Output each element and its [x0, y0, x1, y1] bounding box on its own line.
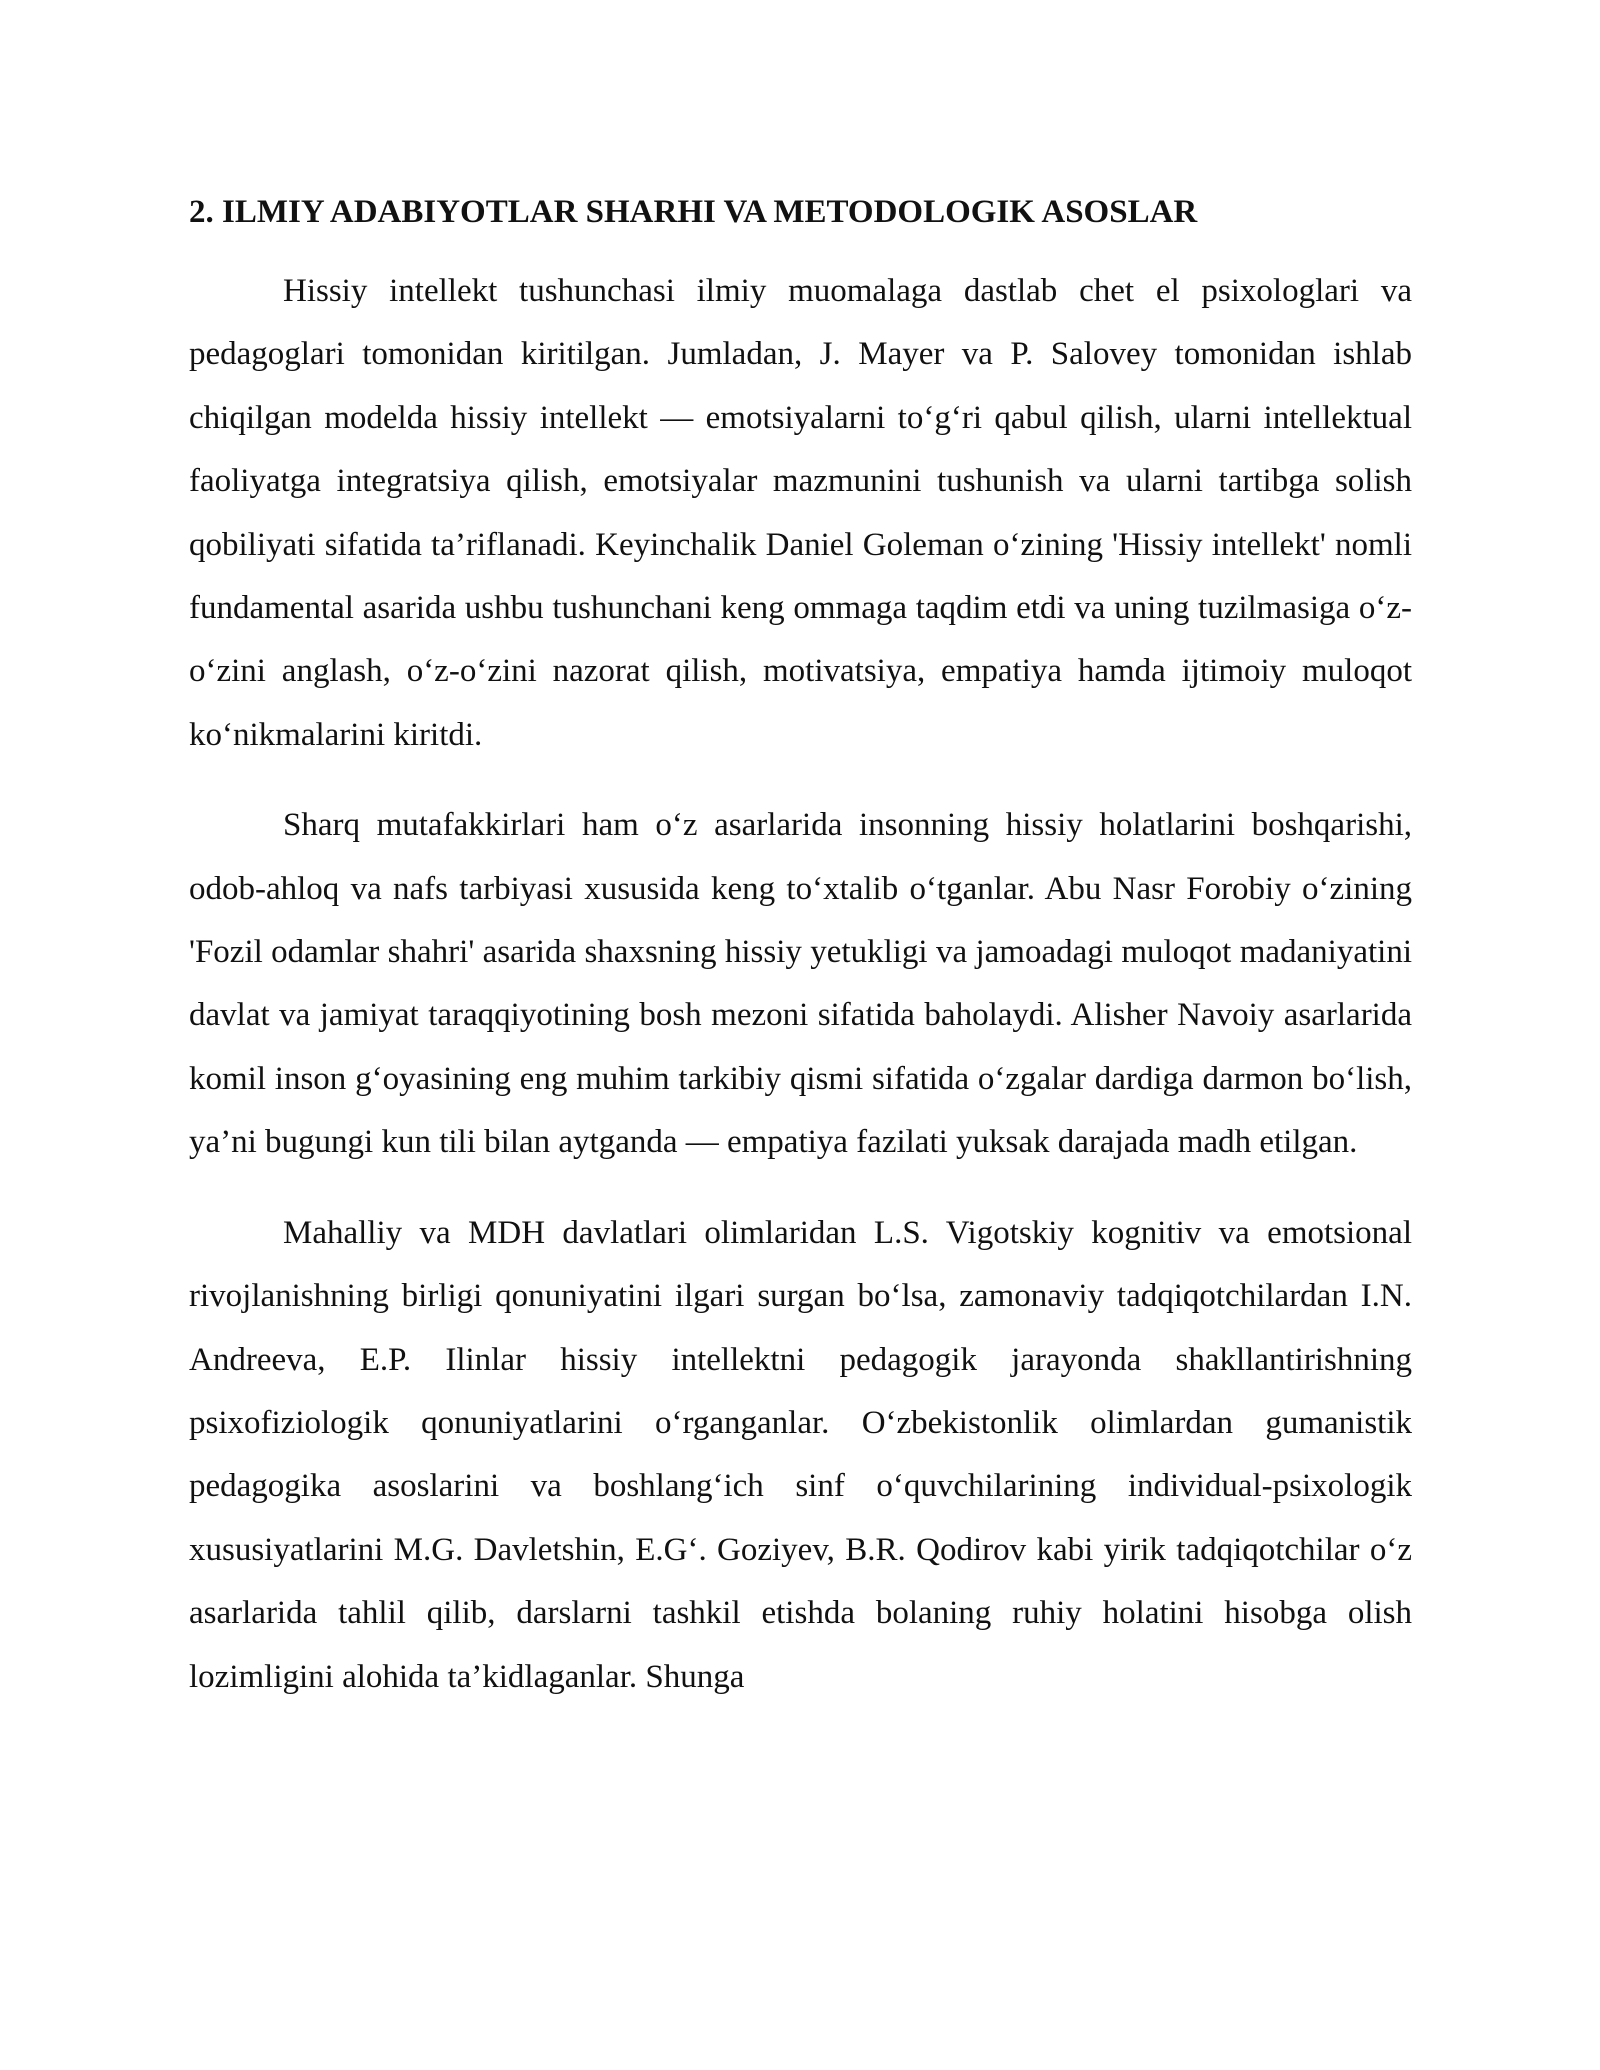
- paragraph-local-researchers: Mahalliy va MDH davlatlari olimlaridan L.S. Vigotskiy kognitiv va emotsional rivojlanishning birligi qonuniyatini ilgari surgan bo‘lsa, zamonaviy tadqiqotchilardan I.N. Andreeva, E.P. Ilinlar hissiy intellektni pedagogik jarayonda shakllantirishning psixofiziologik qonuniyatlarini o‘rganganlar. O‘zbekistonlik olimlardan gumanistik pedagogika asoslarini va boshlang‘ich sinf o‘quvchilarining individual-psixologik xususiyatlarini M.G. Davletshin, E.G‘. Goziyev, B.R. Qodirov kabi yirik tadqiqotchilar o‘z asarlarida tahlil qilib, darslarni tashkil etishda bolaning ruhiy holatini hisobga olish lozimligini alohida ta’kidlaganlar. Shunga: [189, 1214, 1412, 1695]
- paragraph-eastern-thinkers: Sharq mutafakkirlari ham o‘z asarlarida insonning hissiy holatlarini boshqarishi, odob-ahloq va nafs tarbiyasi xususida keng to‘xtalib o‘tganlar. Abu Nasr Forobiy o‘zining 'Fozil odamlar shahri' asarida shaxsning hissiy yetukligi va jamoadagi muloqot madaniyatini davlat va jamiyat taraqqiyotining bosh mezoni sifatida baholaydi. Alisher Navoiy asarlarida komil inson g‘oyasining eng muhim tarkibiy qismi sifatida o‘zgalar dardiga darmon bo‘lish, ya’ni bugungi kun tili bilan aytganda — empatiya fazilati yuksak darajada madh etilgan.: [189, 807, 1412, 1161]
- paragraph-emotional-intelligence-origins: Hissiy intellekt tushunchasi ilmiy muomalaga dastlab chet el psixologlari va pedagoglari tomonidan kiritilgan. Jumladan, J. Mayer va P. Salovey tomonidan ishlab chiqilgan modelda hissiy intellekt — emotsiyalarni to‘g‘ri qabul qilish, ularni intellektual faoliyatga integratsiya qilish, emotsiyalar mazmunini tushunish va ularni tartibga solish qobiliyati sifatida ta’riflanadi. Keyinchalik Daniel Goleman o‘zining 'Hissiy intellekt' nomli fundamental asarida ushbu tushunchani keng ommaga taqdim etdi va uning tuzilmasiga o‘z-o‘zini anglash, o‘z-o‘zini nazorat qilish, motivatsiya, empatiya hamda ijtimoiy muloqot ko‘nikmalarini kiritdi.: [189, 273, 1412, 753]
- page-content: [189, 186, 1412, 1709]
- section-heading: 2. ILMIY ADABIYOTLAR SHARHI VA METODOLOGIK ASOSLAR: [189, 194, 1198, 230]
